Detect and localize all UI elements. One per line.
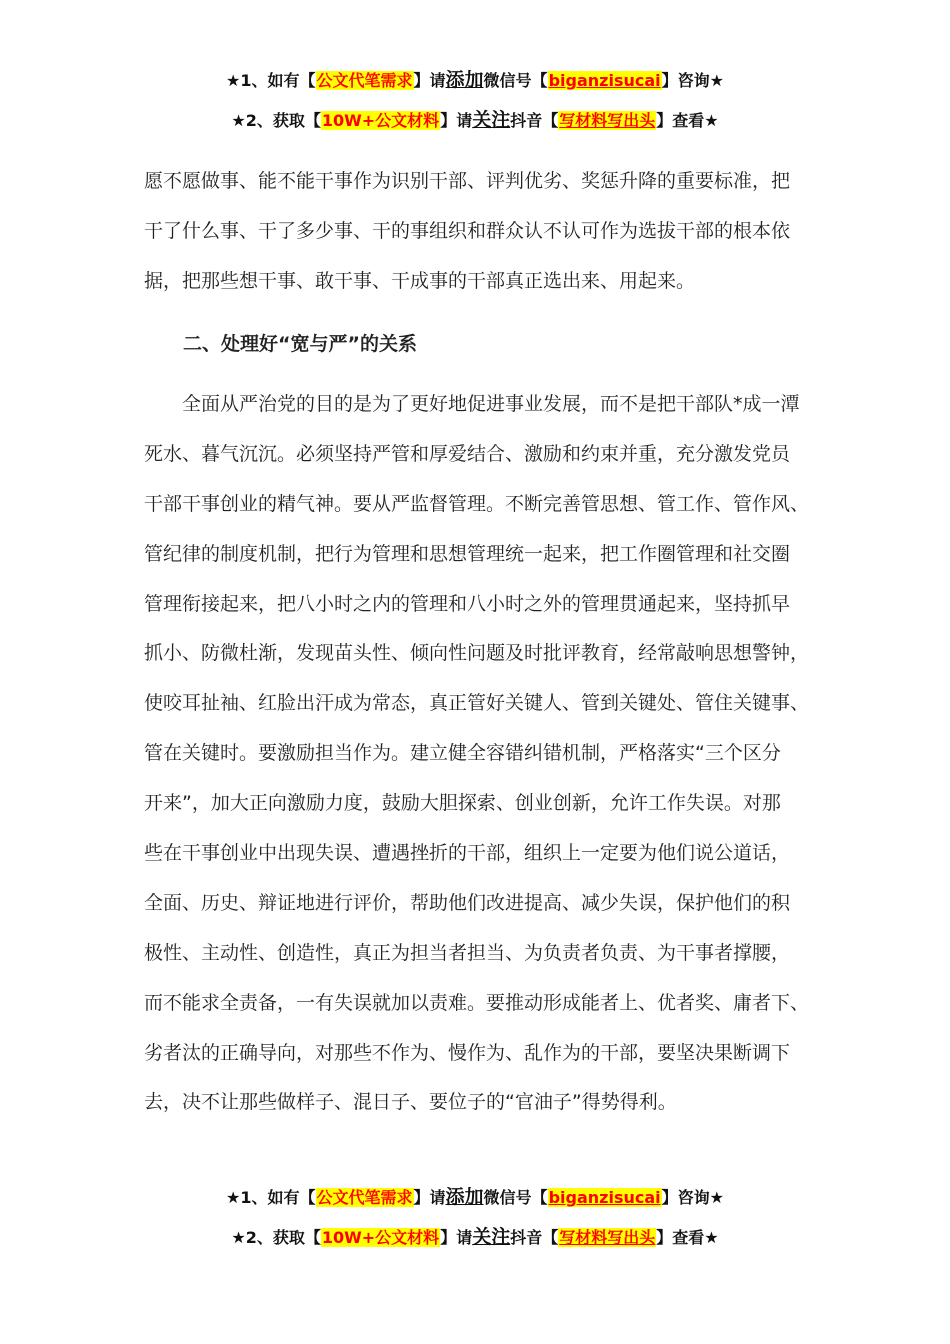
text-line: 使咬耳扯袖、红脸出汗成为常态，真正管好关键人、管到关键处、管住关键事、: [144, 692, 810, 715]
text-line: 死水、暮气沉沉。必须坚持严管和厚爱结合、激励和约束并重，充分激发党员: [144, 442, 791, 465]
star-icon: ★: [226, 71, 241, 90]
emphasis-add: 添加: [445, 69, 484, 91]
bottom-banner-line-2: ★2、获取【10W+公文材料】请关注抖音【写材料写出头】查看★: [231, 1226, 719, 1248]
star-icon: ★: [226, 1188, 241, 1207]
text-line: 而不能求全责备，一有失误就加以责难。要推动形成能者上、优者奖、庸者下、: [144, 991, 810, 1014]
star-icon: ★: [709, 71, 724, 90]
paragraph-1: [144, 157, 824, 307]
text-line: 全面、历史、辩证地进行评价，帮助他们改进提高、减少失误，保护他们的积: [144, 891, 791, 914]
bottom-banner-line-1: ★1、如有【公文代笔需求】请添加微信号【biganzisucai】咨询★: [226, 1186, 724, 1208]
top-banner-line-2: ★2、获取【10W+公文材料】请关注抖音【写材料写出头】查看★: [231, 109, 719, 131]
emphasis-follow: 关注: [472, 109, 511, 131]
wechat-id[interactable]: biganzisucai: [548, 1188, 661, 1207]
emphasis-follow: 关注: [472, 1226, 511, 1248]
text-line: 管纪律的制度机制，把行为管理和思想管理统一起来，把工作圈管理和社交圈: [144, 542, 791, 565]
highlight-service: 公文代笔需求: [316, 71, 413, 90]
highlight-service: 公文代笔需求: [316, 1188, 413, 1207]
text-line: 去，决不让那些做样子、混日子、要位子的“官油子”得势得利。: [144, 1091, 677, 1114]
text-line: 极性、主动性、创造性，真正为担当者担当、为负责者负责、为干事者撑腰，: [144, 941, 791, 964]
text-line: 些在干事创业中出现失误、遭遇挫折的干部，组织上一定要为他们说公道话，: [144, 842, 791, 865]
top-banner-line-1: ★1、如有【公文代笔需求】请添加微信号【biganzisucai】咨询★: [226, 69, 724, 91]
douyin-account[interactable]: 写材料写出头: [559, 111, 656, 130]
text-line: 管在关键时。要激励担当作为。建立健全容错纠错机制，严格落实“三个区分: [144, 742, 781, 765]
text-line: 全面从严治党的目的是为了更好地促进事业发展，而不是把干部队*成一潭: [144, 393, 800, 415]
paragraph-2: [144, 380, 824, 1128]
text-line: 干了什么事、干了多少事、干的事组织和群众认不认可作为选拔干部的根本依: [144, 219, 791, 242]
star-icon: ★: [709, 1188, 724, 1207]
star-icon: ★: [231, 111, 246, 130]
star-icon: ★: [704, 111, 719, 130]
section-heading: 二、处理好“宽与严”的关系: [183, 333, 417, 355]
text-line: 抓小、防微杜渐，发现苗头性、倾向性问题及时批评教育，经常敲响思想警钟，: [144, 642, 810, 665]
text-line: 开来”，加大正向激励力度，鼓励大胆探索、创业创新，允许工作失误。对那: [144, 792, 781, 815]
emphasis-add: 添加: [445, 1186, 484, 1208]
text-line: 愿不愿做事、能不能干事作为识别干部、评判优劣、奖惩升降的重要标准，把: [144, 170, 791, 192]
douyin-account[interactable]: 写材料写出头: [559, 1228, 656, 1247]
highlight-materials: 10W+公文材料: [321, 1228, 440, 1247]
text-line: 劣者汰的正确导向，对那些不作为、慢作为、乱作为的干部，要坚决果断调下: [144, 1041, 791, 1064]
text-line: 干部干事创业的精气神。要从严监督管理。不断完善管思想、管工作、管作风、: [144, 492, 810, 515]
text-line: 管理衔接起来，把八小时之内的管理和八小时之外的管理贯通起来，坚持抓早: [144, 592, 791, 615]
star-icon: ★: [704, 1228, 719, 1247]
text-line: 据，把那些想干事、敢干事、干成事的干部真正选出来、用起来。: [144, 269, 696, 292]
wechat-id[interactable]: biganzisucai: [548, 71, 661, 90]
highlight-materials: 10W+公文材料: [321, 111, 440, 130]
star-icon: ★: [231, 1228, 246, 1247]
